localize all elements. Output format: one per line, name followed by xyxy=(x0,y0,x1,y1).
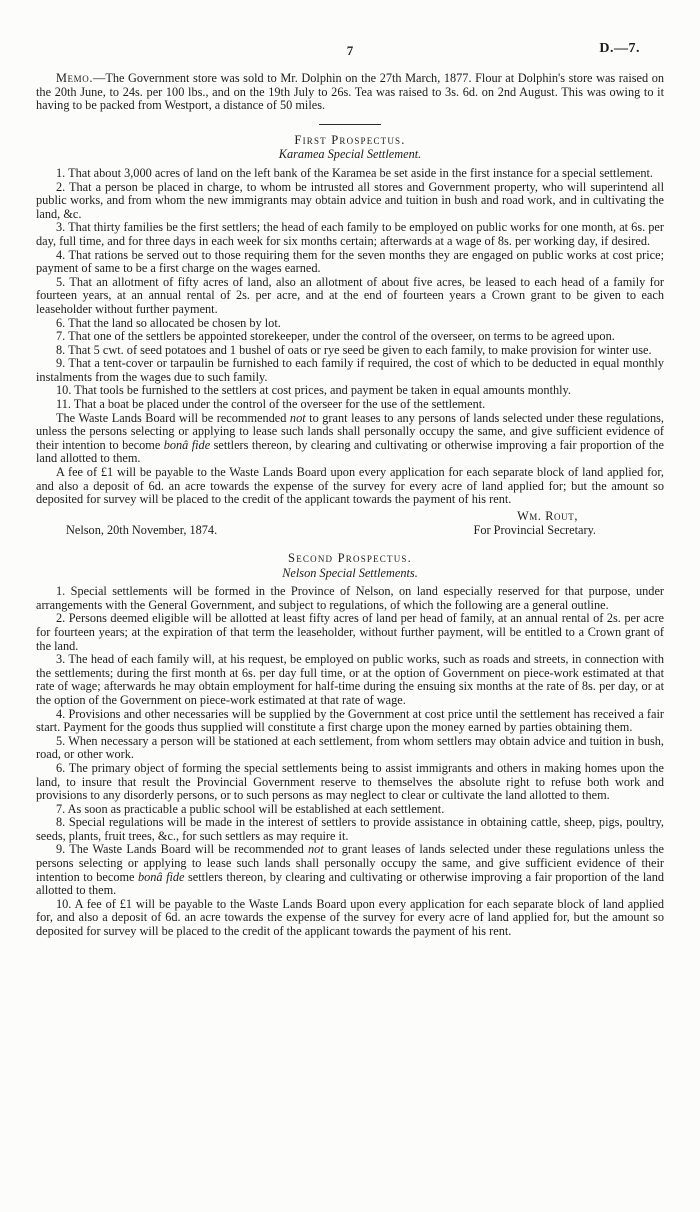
signature-block xyxy=(36,510,664,538)
paragraph-text: 3. The head of each family will, at his request, be employed on public works, such as roads and streets, in connection with the settlements; during the first month at 6s. per day full time, or at the option of Government on piece-work estimated at that rate of wage; afterwards he may obtain employment for half-time during the ensuing six months at the rate of 8s. per day, or at the option of the Government on piece-work estimated at that rate of wage. xyxy=(36,652,664,707)
paragraph xyxy=(36,344,664,358)
paragraph-text: A fee of £1 will be payable to the Waste Lands Board upon every application for each separate block of land applied for, and also a deposit of 6d. an acre towards the expense of the survey for every acre of land applied for; but the amount so deposited for survey will be placed to the credit of the applicant towards the payment of his rent. xyxy=(36,465,664,507)
paragraph xyxy=(36,762,664,803)
paragraph-text: 5. When necessary a person will be stationed at each settlement, from whom settlers may obtain advice and tuition in bush, road, or other work. xyxy=(36,733,664,762)
section-heading: Second Prospectus. xyxy=(288,551,412,565)
memo-paragraph xyxy=(36,72,664,113)
memo-text: —The Government store was sold to Mr. Dolphin on the 27th March, 1877. Flour at Dolphin's store was raised on the 20th June, to 24s. per 100 lbs., and on the 19th July to 26s. Tea was raised to 3s. 6d. on 2nd August. This was owing to it having to be packed from Westport, a distance of 50 miles. xyxy=(36,71,664,113)
paragraph-text: 11. That a boat be placed under the control of the overseer for the use of the settlement. xyxy=(56,397,486,412)
paragraph-text: 2. That a person be placed in charge, to whom be intrusted all stores and Government property, who will superintend all public works, and from whom the new immigrants may obtain advice and tuition in bush and road work, and in cultivating the land, &c. xyxy=(36,179,664,221)
paragraph-text: to grant leases of lands selected under these regulations unless the persons selecting or applying to lease such lands shall personally occupy the same, and give sufficient evidence of their intention to become xyxy=(36,842,664,884)
italic-text: bonâ fide xyxy=(163,437,211,452)
paragraph-text: settlers thereon, by clearing and cultivating or otherwise improving a fair proportion of the land allotted to them. xyxy=(36,437,664,466)
paragraph xyxy=(36,843,664,897)
memo-lead: Memo. xyxy=(56,71,94,85)
paragraph xyxy=(36,330,664,344)
section-subheading: Karamea Special Settlement. xyxy=(278,147,422,162)
paragraph-text: settlers thereon, by clearing and cultivating or otherwise improving a fair proportion of the land allotted to them. xyxy=(36,869,664,898)
italic-text: not xyxy=(308,842,324,857)
paragraph-text: 6. The primary object of forming the special settlements being to assist immigrants and others in making homes upon the land, to insure that result the Provincial Government reserve to themselves the absolute right to refuse both work and provisions to any disorderly persons, or to such persons as may neglect to clear or cultivate the land allotted to them. xyxy=(36,760,664,803)
paragraph-text: 9. That a tent-cover or tarpaulin be furnished to each family if required, the cost of which to be deducted in equal monthly instalments from the wages due to such family. xyxy=(36,356,664,384)
paragraph-text: 4. Provisions and other necessaries will be supplied by the Government at cost price until the settlement has received a fair start. Payment for the goods thus supplied will constitute a first charge upon the money earned by parties obtaining them. xyxy=(36,706,664,735)
paragraph xyxy=(36,612,664,653)
paragraph xyxy=(36,384,664,398)
paragraph-text: 2. Persons deemed eligible will be allotted at least fifty acres of land per head of family, at an annual rental of 2s. per acre for fourteen years; at the expiration of that term the leaseholder, without further payment, will be entitled to a Crown grant of the land. xyxy=(36,611,664,653)
document-reference: D.—7. xyxy=(599,41,640,56)
paragraph-text: to grant leases to any persons of lands selected under these regulations, unless the persons selecting or applying to lease such lands shall personally occupy the same, and give sufficient evidence of their intention to become xyxy=(36,410,664,452)
signature-row xyxy=(36,524,664,538)
paragraph-text: 7. As soon as practicable a public school will be established at each settlement. xyxy=(56,801,445,816)
paragraph-text: 8. That 5 cwt. of seed potatoes and 1 bushel of oats or rye seed be given to each family, to make provision for winter use. xyxy=(56,342,652,357)
paragraph-text: 6. That the land so allocated be chosen by lot. xyxy=(56,315,281,330)
paragraph-text: The Waste Lands Board will be recommended xyxy=(56,410,290,425)
signature-name: Wm. Rout, xyxy=(517,508,578,523)
prospectus-section xyxy=(36,552,664,939)
section-heading: First Prospectus. xyxy=(294,132,406,147)
prospectus-section xyxy=(36,134,664,538)
paragraph-text: 10. That tools be furnished to the settlers at cost prices, and payment be taken in equal amounts monthly. xyxy=(56,383,571,398)
signature-title: For Provincial Secretary. xyxy=(473,523,596,538)
paragraph xyxy=(36,398,664,412)
paragraph xyxy=(36,653,664,707)
paragraph xyxy=(36,249,664,276)
page-header xyxy=(36,41,664,62)
paragraph-text: 9. The Waste Lands Board will be recommended xyxy=(56,842,309,857)
section-subheading: Nelson Special Settlements. xyxy=(282,565,418,580)
paragraph xyxy=(36,276,664,317)
paragraph xyxy=(36,412,664,466)
paragraph-text: 5. That an allotment of fifty acres of land, also an allotment of about five acres, be leased to each head of a family for fourteen years, at an annual rental of 2s. per acre, and at the end of fourteen years a Crown grant to be given to each leaseholder without further payment. xyxy=(36,274,664,316)
paragraph-text: 1. That about 3,000 acres of land on the left bank of the Karamea be set aside in the first instance for a special settlement. xyxy=(56,165,653,180)
paragraph xyxy=(36,221,664,248)
paragraph-text: 10. A fee of £1 will be payable to the Waste Lands Board upon every application for each separate block of land applied for, and also a deposit of 6d. an acre towards the expense of the survey for every acre of land applied for, but the amount so deposited for survey will be placed to the credit of the applicant towards the payment of his rent. xyxy=(36,896,664,939)
signature-dateline: Nelson, 20th November, 1874. xyxy=(66,523,218,538)
italic-text: bonâ fide xyxy=(137,869,185,884)
paragraph-text: 8. Special regulations will be made in the interest of settlers to provide assistance in obtaining cattle, sheep, pigs, poultry, seeds, plants, fruit trees, &c., for such settlers as may require it. xyxy=(36,815,664,843)
paragraph xyxy=(36,167,664,181)
paragraph xyxy=(36,816,664,843)
paragraph xyxy=(36,357,664,384)
page-number: 7 xyxy=(346,43,354,58)
paragraph xyxy=(36,466,664,507)
paragraph xyxy=(36,317,664,331)
paragraph xyxy=(36,585,664,612)
paragraph-text: 7. That one of the settlers be appointed storekeeper, under the control of the overseer, on terms to be agreed upon. xyxy=(56,329,615,344)
paragraph-text: 1. Special settlements will be formed in the Province of Nelson, on land especially reserved for that purpose, under arrangements with the General Government, and subject to regulations, of which the following are a general outline. xyxy=(36,584,664,612)
paragraph xyxy=(36,803,664,817)
paragraph xyxy=(36,181,664,222)
italic-text: not xyxy=(289,410,306,425)
paragraph-text: 4. That rations be served out to those requiring them for the seven months they are engaged on public works at cost price; payment of same to be a first charge on the wages earned. xyxy=(36,247,664,276)
paragraph-text: 3. That thirty families be the first settlers; the head of each family to be employed on public works for one month, at 6s. per day, full time, and for three days in each week for six months certain; afterwards at a wage of 8s. per working day, if desired. xyxy=(36,220,664,248)
paragraph xyxy=(36,708,664,735)
section-divider xyxy=(319,124,381,125)
paragraph xyxy=(36,898,664,939)
paragraph xyxy=(36,735,664,762)
sections xyxy=(36,134,664,939)
